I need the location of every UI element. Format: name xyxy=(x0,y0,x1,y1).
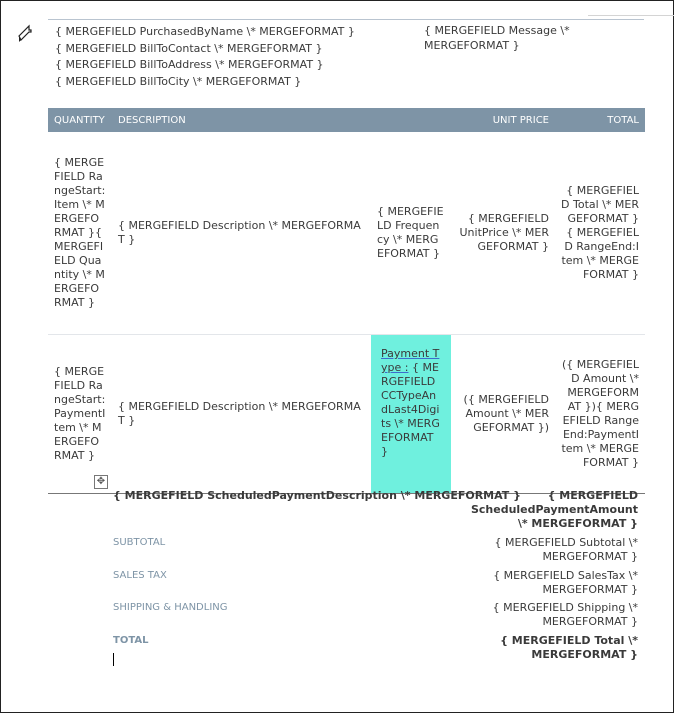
bill-to-city-field[interactable]: { MERGEFIELD BillToCity \* MERGEFORMAT } xyxy=(55,74,302,88)
shipping-label: SHIPPING & HANDLING xyxy=(113,602,228,613)
subtotal-label: SUBTOTAL xyxy=(113,537,166,548)
col-frequency xyxy=(371,108,451,132)
sales-tax-label: SALES TAX xyxy=(113,570,167,581)
payment-type-label: Payment Type : xyxy=(381,347,440,374)
frequency-cell[interactable]: { MERGEFIELD Frequency \* MERGEFORMAT } xyxy=(371,132,451,335)
table-move-handle-icon[interactable]: ✥ xyxy=(94,475,108,489)
message-field[interactable]: { MERGEFIELD Message \* MERGEFORMAT } xyxy=(424,24,570,52)
unit-price-cell[interactable]: { MERGEFIELD UnitPrice \* MERGEFORMAT } xyxy=(451,132,555,335)
col-description: DESCRIPTION xyxy=(112,108,371,132)
amount-cell[interactable]: ({ MERGEFIELD Amount \* MERGEFORMAT }) xyxy=(451,335,555,494)
header-divider xyxy=(48,19,644,20)
mouse-pointer-icon xyxy=(17,24,33,44)
sales-tax-value[interactable]: { MERGEFIELD SalesTax \* MERGEFORMAT } xyxy=(493,569,638,596)
table-row xyxy=(48,335,645,494)
line-items-table xyxy=(48,108,645,494)
bill-to-contact-field[interactable]: { MERGEFIELD BillToContact \* MERGEFORMAT } xyxy=(55,41,323,55)
shipping-value[interactable]: { MERGEFIELD Shipping \* MERGEFORMAT } xyxy=(492,601,638,628)
bill-to-address-field[interactable]: { MERGEFIELD BillToAddress \* MERGEFORMAT } xyxy=(55,58,324,71)
payment-start-cell[interactable]: { MERGEFIELD RangeStart:PaymentItem \* MERGEFORMAT } xyxy=(48,335,112,494)
col-total: TOTAL xyxy=(555,108,645,132)
bill-to-block xyxy=(55,24,355,90)
description-cell[interactable]: { MERGEFIELD Description \* MERGEFORMAT } xyxy=(112,335,371,494)
text-caret xyxy=(113,653,114,666)
description-cell[interactable]: { MERGEFIELD Description \* MERGEFORMAT } xyxy=(112,132,371,335)
col-quantity: QUANTITY xyxy=(48,108,112,132)
purchased-by-field[interactable]: { MERGEFIELD PurchasedByName \* MERGEFORMAT } xyxy=(55,25,355,38)
table-header-row xyxy=(48,108,645,132)
scheduled-payment-description[interactable]: { MERGEFIELD ScheduledPaymentDescription \* MERGEFORMAT } xyxy=(113,489,521,502)
subtotal-value[interactable]: { MERGEFIELD Subtotal \* MERGEFORMAT } xyxy=(494,536,638,563)
scheduled-payment-amount[interactable]: { MERGEFIELD ScheduledPaymentAmount \* MERGEFORMAT } xyxy=(470,489,638,530)
ruler-line xyxy=(588,15,674,16)
total-cell[interactable]: { MERGEFIELD Total \* MERGEFORMAT }{ MERGEFIELD RangeEnd:Item \* MERGEFORMAT } xyxy=(555,132,645,335)
col-unit-price: UNIT PRICE xyxy=(451,108,555,132)
payment-type-field[interactable]: { MERGEFIELD CCTypeAndLast4Digits \* MERGEFORMAT } xyxy=(381,361,440,458)
total-value[interactable]: { MERGEFIELD Total \* MERGEFORMAT } xyxy=(500,634,638,661)
table-row xyxy=(48,132,645,335)
quantity-cell[interactable]: { MERGEFIELD RangeStart:Item \* MERGEFORMAT }{ MERGEFIELD Quantity \* MERGEFORMAT } xyxy=(48,132,112,335)
total-label: TOTAL xyxy=(113,635,149,646)
payment-total-cell[interactable]: ({ MERGEFIELD Amount \* MERGEFORMAT }){ MERGEFIELD RangeEnd:PaymentItem \* MERGEFORMAT } xyxy=(555,335,645,494)
payment-type-cell[interactable] xyxy=(371,335,451,494)
